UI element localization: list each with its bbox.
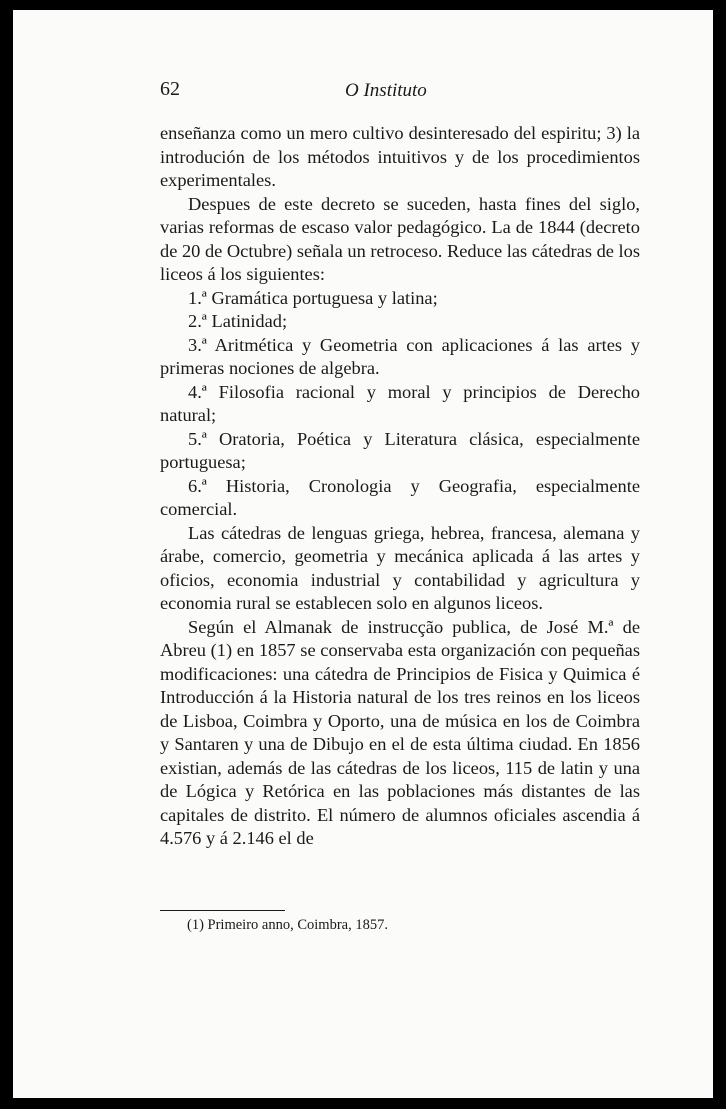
paragraph: Despues de este decreto se suceden, hasta fines del siglo, varias reformas de escaso valor pedagógico. La de 1844 (decreto de 20 de Octubre) señala un retroceso. Reduce las cátedras de los liceos á los siguientes: [160, 193, 640, 284]
list-item: 2.ª Latinidad; [188, 311, 288, 331]
list-item: 5.ª Oratoria, Poética y Literatura clásica, especialmente portuguesa; [160, 428, 640, 472]
page-number: 62 [160, 78, 180, 100]
page-sheet [13, 10, 713, 1098]
page-header [160, 78, 640, 108]
footnote-rule [160, 910, 285, 911]
paragraph: Las cátedras de lenguas griega, hebrea, francesa, alemana y árabe, comercio, geometria y mecánica aplicada á las artes y oficios, economia industrial y contabilidad y agricultura y economia rural se establecen solo en algunos liceos. [160, 522, 640, 613]
paragraph: Según el Almanak de instrucção publica, de José M.ª de Abreu (1) en 1857 se conservaba esta organización con pequeñas modificaciones: una cátedra de Principios de Fisica y Quimica é Introducción á la Historia natural de los tres reinos en los liceos de Lisboa, Coimbra y Oporto, una de música en los de Coimbra y Santaren y una de Dibujo en el de esta última ciudad. En 1856 existian, además de las cátedras de los liceos, 115 de latin y una de Lógica y Retórica en las poblaciones más distantes de las capitales de distrito. El número de alumnos oficiales ascendia á 4.576 y á 2.146 el de [160, 616, 640, 848]
list-item: 1.ª Gramática portuguesa y latina; [188, 287, 438, 308]
list-item: 4.ª Filosofia racional y moral y principios de Derecho natural; [160, 381, 640, 425]
list-item: 3.ª Aritmética y Geometria con aplicaciones á las artes y primeras nociones de algebra. [160, 334, 640, 378]
list-item: 6.ª Historia, Cronologia y Geografia, especialmente comercial. [160, 475, 640, 519]
paragraph-continuation: enseñanza como un mero cultivo desinteresado del espiritu; 3) la introdución de los métodos intuitivos y de los procedimientos experimentales. [160, 123, 640, 190]
running-title: O Instituto [345, 80, 427, 101]
footnote: (1) Primeiro anno, Coimbra, 1857. [187, 917, 388, 933]
body-text [160, 122, 640, 851]
